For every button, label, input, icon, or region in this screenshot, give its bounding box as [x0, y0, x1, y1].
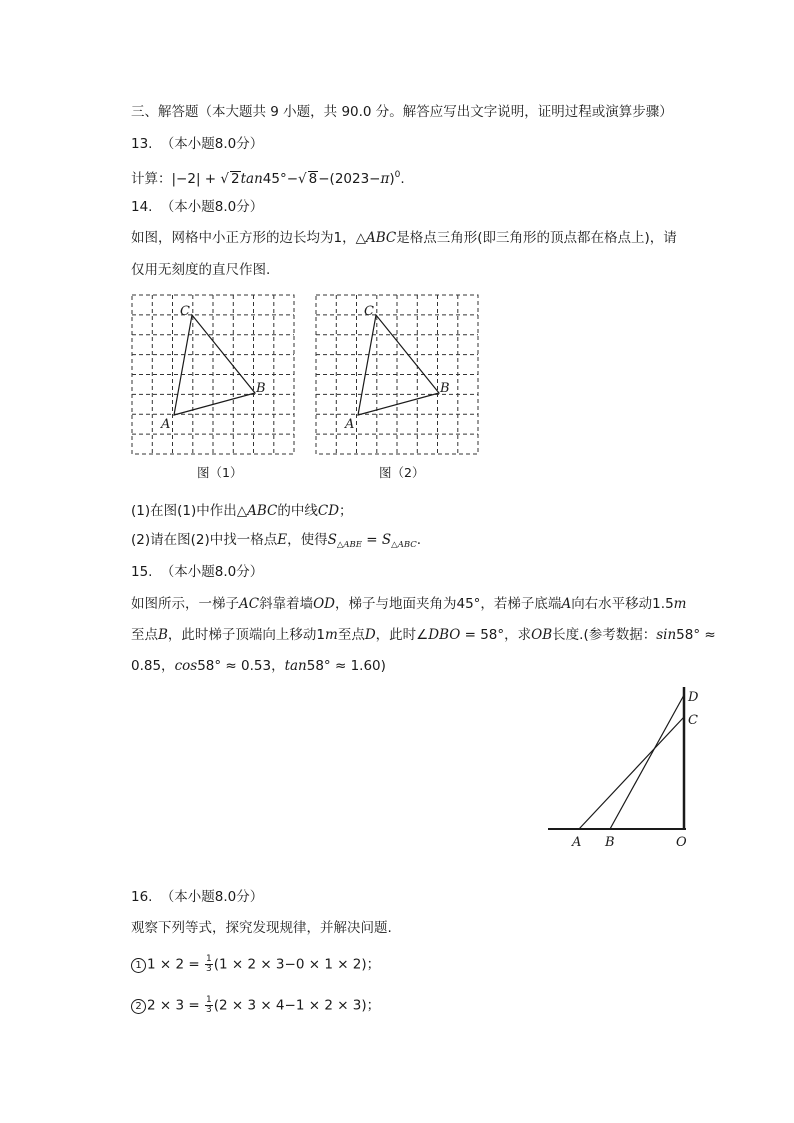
q15-ac: AC: [239, 596, 260, 612]
ladder-label-o: O: [676, 835, 687, 850]
q15-sin: sin: [656, 627, 677, 643]
q13-sqrt2: 2: [231, 171, 240, 187]
q15-t7: 至点: [337, 627, 365, 643]
area-s: S: [381, 532, 392, 548]
fig2-label-a: A: [345, 417, 355, 432]
q14-number: 14.: [131, 199, 153, 215]
figure-2-triangle: [358, 315, 439, 415]
q16-intro: 观察下列等式，探究发现规律，并解决问题.: [131, 920, 392, 936]
q13-header: [131, 135, 263, 153]
q14-part1-abc: ABC: [247, 503, 278, 519]
q13-exp: 0: [394, 170, 401, 180]
q14-part1a: (1)在图(1)中作出: [131, 503, 237, 519]
triangle-symbol: △: [236, 503, 248, 519]
area-s: S: [327, 532, 337, 548]
q14-part2-e: E: [277, 532, 288, 548]
q16-eq1-lhs: 1 × 2 =: [147, 956, 204, 973]
q14-text-line2: 仅用无刻度的直尺作图.: [131, 262, 271, 278]
q15-t10: 长度.(参考数据：: [552, 627, 657, 643]
section-heading: 三、解答题（本大题共 9 小题，共 90.0 分。解答应写出文字说明，证明过程或演算步骤）: [131, 104, 673, 120]
q14-figures: [0, 285, 794, 505]
figure-1-grid: [132, 295, 294, 454]
fig1-caption: 图（1）: [197, 465, 243, 480]
fig2-label-b: B: [440, 381, 450, 396]
circled-number-icon: 2: [131, 999, 146, 1014]
q14-part1c: ；: [339, 503, 353, 519]
q15-m1: m: [673, 596, 687, 612]
q13-end: .: [400, 171, 405, 187]
q15-t11: 58° ≈: [676, 627, 716, 643]
q15-text-line3: [131, 657, 386, 675]
q16-eq2-rhs: (2 × 3 × 4−1 × 2 × 3)；: [213, 997, 381, 1014]
q15-t3: ，梯子与地面夹角为45°，若梯子底端: [335, 596, 562, 612]
figure-2-grid: [316, 295, 478, 454]
q13-plus: +: [200, 171, 221, 187]
triangle-symbol: △: [355, 230, 366, 246]
sub-abc: △ABC: [391, 540, 417, 550]
q14-part1-cd: CD: [317, 503, 340, 519]
q16-eq2-lhs: 2 × 3 =: [147, 997, 204, 1014]
q15-od: OD: [313, 596, 335, 612]
q15-d: D: [364, 627, 376, 643]
ladder-label-a: A: [572, 835, 582, 850]
q14-abc: ABC: [365, 230, 397, 246]
q13-abs: |−2|: [171, 171, 201, 187]
q15-t4: 向右水平移动1.5: [571, 596, 674, 612]
ladder-label-c: C: [688, 713, 698, 728]
q14-line1a: 如图，网格中小正方形的边长均为1，: [131, 230, 356, 246]
q14-part2c: .: [416, 532, 422, 548]
q13-sqrt8: 8: [308, 171, 318, 187]
q15-t14: 58° ≈ 1.60): [306, 658, 386, 674]
ladder-label-b: B: [605, 835, 615, 850]
frac-den: 3: [205, 964, 212, 974]
q15-t9: = 58°，求: [460, 627, 532, 643]
sqrt-sign-icon: √: [220, 171, 230, 187]
q15-ob: OB: [531, 627, 553, 643]
q15-dbo: DBO: [428, 627, 461, 643]
q16-eq1-rhs: (1 × 2 × 3−0 × 1 × 2)；: [213, 956, 381, 973]
fig1-label-c: C: [180, 304, 190, 319]
circled-number-icon: 1: [131, 958, 146, 973]
q15-t13: 58° ≈ 0.53，: [197, 658, 285, 674]
q13-close: ): [389, 171, 395, 187]
q15-cos: cos: [174, 658, 198, 674]
ladder-bd: [610, 695, 684, 829]
q13-label: 计算：: [131, 171, 172, 187]
q14-text-line1: [131, 229, 677, 247]
figure-1-triangle: [174, 315, 255, 415]
q15-t2: 斜靠着墙: [259, 596, 314, 612]
q16-score: （本小题8.0分）: [160, 889, 264, 905]
fraction-one-third: [205, 996, 213, 1015]
ladder-ac: [579, 717, 684, 829]
fig2-label-c: C: [364, 304, 374, 319]
fraction-one-third: [205, 955, 213, 974]
q15-t6: ，此时梯子顶端向上移动1: [167, 627, 326, 643]
q16-equation-1: [131, 955, 380, 974]
q14-part2b: ，使得: [287, 532, 328, 548]
q15-number: 15.: [131, 564, 153, 580]
q15-score: （本小题8.0分）: [160, 564, 264, 580]
q14-line1b: 是格点三角形(即三角形的顶点都在格点上)，请: [396, 230, 677, 246]
q15-tan: tan: [284, 658, 307, 674]
sub-abe: △ABE: [336, 540, 362, 550]
q14-part1b: 的中线: [277, 503, 318, 519]
q15-a: A: [561, 596, 572, 612]
frac-num: 1: [205, 954, 212, 964]
q13-expression: [131, 166, 405, 188]
q15-t8: ，此时∠: [375, 627, 429, 643]
q15-m2: m: [325, 627, 338, 643]
q16-equation-2: [131, 996, 380, 1015]
equals: =: [362, 532, 382, 548]
q15-ladder-figure: [0, 680, 794, 855]
q13-tan: tan: [240, 171, 263, 187]
q13-pow-base: −(2023−: [318, 171, 381, 187]
q15-t12: 0.85，: [131, 658, 175, 674]
fig1-label-a: A: [161, 417, 171, 432]
q15-t1: 如图所示，一梯子: [131, 596, 239, 612]
q14-part2a: (2)请在图(2)中找一格点: [131, 532, 278, 548]
q16-header: [131, 888, 263, 906]
frac-den: 3: [205, 1005, 212, 1015]
q13-minus: −: [286, 171, 299, 187]
q15-text-line2: [131, 626, 716, 644]
q14-part1: [131, 502, 353, 520]
ladder-label-d: D: [688, 690, 699, 705]
q15-b: B: [158, 627, 168, 643]
fig1-label-b: B: [256, 381, 266, 396]
sqrt-sign-icon: √: [298, 171, 307, 187]
q13-number: 13.: [131, 136, 153, 152]
q15-t5: 至点: [131, 627, 158, 643]
frac-num: 1: [205, 995, 212, 1005]
q14-part2: [131, 531, 421, 554]
q13-score: （本小题8.0分）: [160, 136, 264, 152]
q16-number: 16.: [131, 889, 153, 905]
q14-score: （本小题8.0分）: [160, 199, 264, 215]
q14-header: [131, 198, 263, 216]
fig2-caption: 图（2）: [379, 465, 425, 480]
q13-deg45: 45°: [262, 171, 287, 187]
q13-pi: π: [380, 171, 390, 187]
q15-header: [131, 563, 263, 581]
q15-text-line1: [131, 595, 686, 613]
